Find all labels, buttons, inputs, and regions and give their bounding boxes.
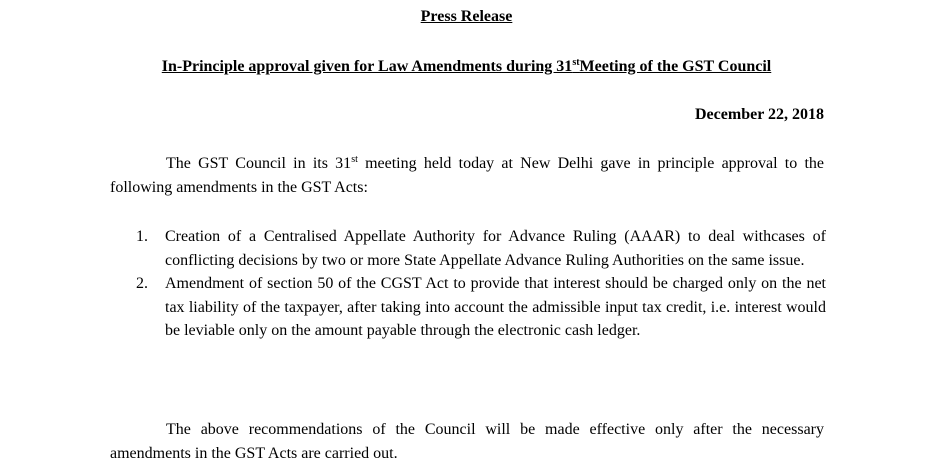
subtitle-text: In-Principle approval given for Law Amendments during 31 — [161, 58, 573, 75]
intro-text: The GST Council in its 31 — [166, 155, 352, 172]
list-item-number: 1. — [136, 228, 148, 245]
intro-text-end: meeting held today at New Delhi gave in principle approval to the following amendments in the GST Acts: — [110, 155, 825, 196]
intro-superscript: st — [351, 154, 358, 165]
list-item — [136, 225, 826, 272]
amendments-list — [136, 225, 826, 343]
list-item-text: Amendment of section 50 of the CGST Act to provide that interest should be charged only on the net tax liability of the taxpayer, after taking into account the admissible input tax credit, i.e. interest would be leviable only on the amount payable through the electronic cash ledger. — [165, 275, 826, 339]
release-date: December 22, 2018 — [695, 106, 824, 123]
closing-paragraph — [110, 418, 824, 465]
subtitle-superscript: st — [572, 57, 580, 68]
closing-text: The above recommendations of the Council will be made effective only after the necessary amendments in the GST Acts are carried out. — [110, 421, 824, 462]
document-subtitle — [0, 56, 933, 78]
subtitle-text-end: Meeting of the GST Council — [579, 58, 772, 75]
list-item-text: Creation of a Centralised Appellate Authority for Advance Ruling (AAAR) to deal withcases of conflicting decisions by two or more State Appellate Advance Ruling Authorities on the same issue. — [165, 228, 826, 269]
intro-paragraph — [110, 152, 824, 199]
list-item — [136, 272, 826, 343]
list-item-number: 2. — [136, 275, 148, 292]
document-title: Press Release — [420, 8, 513, 25]
